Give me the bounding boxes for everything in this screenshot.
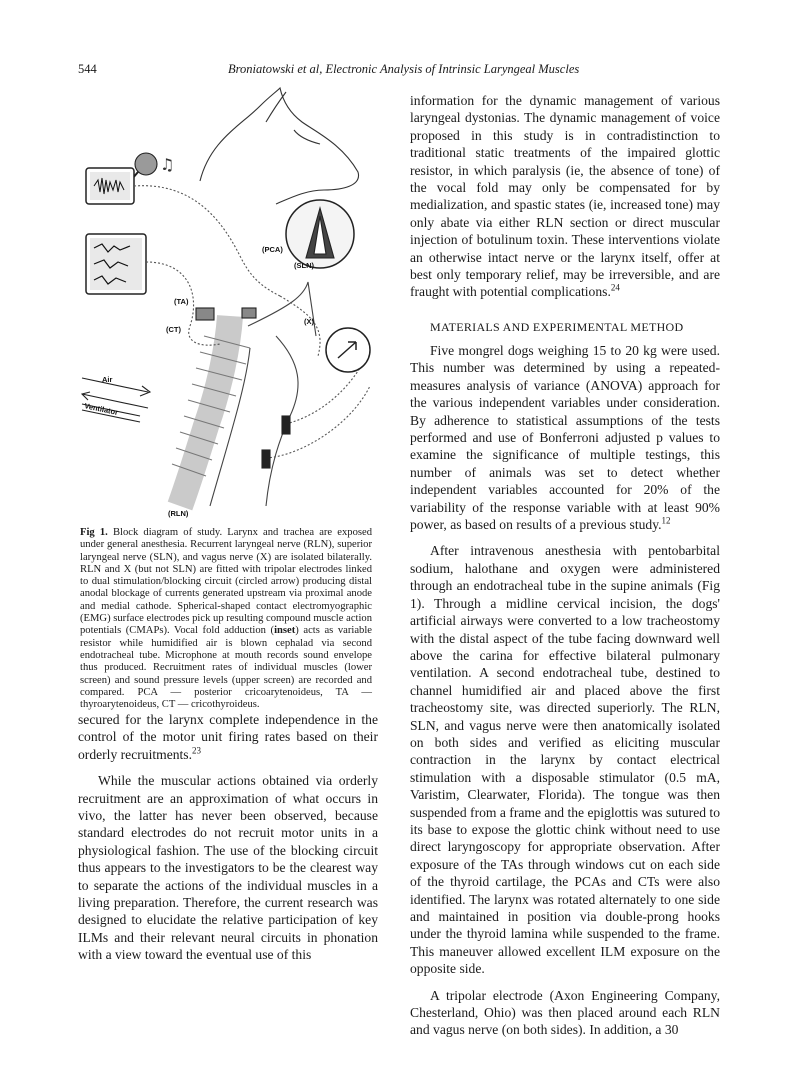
label-pca: (PCA) [262, 245, 283, 254]
page-number: 544 [78, 62, 97, 76]
right-paragraph-1: information for the dynamic management of various laryngeal dystonias. The dynamic management of voice proposed in this study is in contradistinction to traditional static treatments of the impaired glottic resistor, in which paralysis (ie, the absence of tone) of the vocal fold may only be compensated for by medialization, and spastic states (ie, increased tone) may only abate via either RLN section or direct muscular injection of botulinum toxin. These interventions violate an otherwise intact nerve or the larynx itself, offer at best only temporary relief, may be irreversible, and are fraught with potential complications.$^{24}$ [410, 93, 720, 300]
left-paragraph-1: secured for the larynx complete independence in the control of the motor unit firing rates based on their orderly recruitments.$^{23}$ [78, 712, 378, 762]
label-sln: (SLN) [294, 261, 314, 270]
figure-1-illustration [80, 86, 380, 522]
right-paragraph-2: Five mongrel dogs weighing 15 to 20 kg were used. This number was determined by using a repeated-measures analysis of variance (ANOVA) approach for the various independent variables under consideration. By adherence to statistical assumptions of the tests performed and use of Bonferroni adjusted p values to examine the significance of multiple testings, this number of animals was set to detect whether independent variables accounted for 20% of the variability of the response variable with at least 90% power, as based on results of a previous study.$^{12}$ [410, 343, 720, 533]
right-paragraph-4: A tripolar electrode (Axon Engineering Company, Chesterland, Ohio) was then placed around each RLN and vagus nerve (on both sides). In addition, a 30 [410, 987, 720, 1038]
right-column-text-top [410, 92, 720, 301]
label-ventilator: Ventilator [83, 401, 119, 418]
caption-inset-word: inset [274, 625, 296, 637]
trachea [180, 316, 230, 506]
label-x: (X) [304, 317, 314, 326]
air-arrow-icon [82, 378, 148, 392]
dog-ear [266, 92, 320, 144]
sln-nerve [248, 282, 316, 336]
page-header [78, 62, 718, 82]
left-paragraph-2: While the muscular actions obtained via orderly recruitment are an approximation of what occurs in vivo, the latter has never been observed, because standard electrodes do not recruit motor units in a physiological fashion. The use of the blocking circuit thus appears to the investigators to be the clearest way to separate the actions of the individual muscles in a living preparation. Therefore, the current research was designed to elucidate the relative participation of key ILMs and their relevant neural circuits in phonation with a view toward the eventual use of this [78, 773, 378, 963]
right-paragraph-3: After intravenous anesthesia with pentobarbital sodium, halothane and oxygen were administered through an endotracheal tube in the supine animals (Fig 1). Through a midline cervical incision, the dogs' artificial airways were converted to a low tracheostomy with the distal aspect of the tube facing downward well above the carina for effective bilateral pulmonary ventilation. A second endotracheal tube, destined to channel humidified air and placed above the first tracheostomy site, was directed superiorly. The RLN, SLN, and vagus nerve were then anatomically isolated on both sides and verified as eliciting muscular contraction in the larynx by contact electrical stimulation with a disposable stimulator (0.5 mA, Varistim, Clearwater, Florida). The tongue was then suspended from a frame and the epiglottis was sutured to its base to expose the glottic chink without need to use direct laryngoscopy for appropriate observation. After exposure of the TAs through windows cut on each side of the thyroid cartilage, the PCAs and CTs were also identified. The larynx was rotated alternately to one side and maintained in position via double-prong hooks under the thyroid lamina while suspended to the frame. This maneuver allowed excellent ILM exposure on the opposite side. [410, 543, 720, 977]
label-ct: (CT) [166, 325, 181, 334]
reference-superscript: 12 [661, 515, 671, 526]
figure-caption [80, 527, 372, 711]
left-column-text [78, 711, 378, 964]
label-ta: (TA) [174, 297, 189, 306]
right-column-text-bottom [410, 342, 720, 1039]
caption-label: Fig 1. [80, 527, 108, 538]
label-air: Air [102, 375, 113, 384]
caption-text: Block diagram of study. Larynx and trachea are exposed under general anesthesia. Recurrent laryngeal nerve (RLN), superior laryngeal nerve (SLN), and vagus nerve (X) are isolated bilaterally. RLN and X (but not SLN) are fitted with tripolar electrodes linked to dual stimulation/blocking circuit (circled arrow) producing distal anodal blockage of currents generated upstream via proximal anode and medial cathode. Spherical-shaped contact electromyographic (EMG) surface electrodes pick up resulting compound muscle action potentials (CMAPs). Vocal fold adduction ( [80, 527, 372, 637]
dog-head-outline [200, 88, 359, 204]
reference-superscript: 24 [610, 282, 620, 293]
reference-superscript: 23 [192, 745, 201, 756]
running-title: Broniatowski et al, Electronic Analysis of Intrinsic Laryngeal Muscles [228, 62, 580, 76]
caption-text-after: ) acts as variable resistor while humidified air is blown cephalad via second endotracheal tube. Microphone at mouth records sound envelope thus produced. Recruitment rates of individual muscles (lower screen) and sound pressure levels (upper screen) are recorded and compared. PCA — posterior cricoarytenoideus, TA — thyroarytenoideus, CT — cricothyroideus. [80, 625, 372, 711]
label-rln: (RLN) [168, 509, 189, 518]
microphone-icon [135, 153, 157, 175]
svg-text:♫: ♫ [160, 155, 175, 174]
section-heading: MATERIALS AND EXPERIMENTAL METHOD [430, 320, 684, 334]
